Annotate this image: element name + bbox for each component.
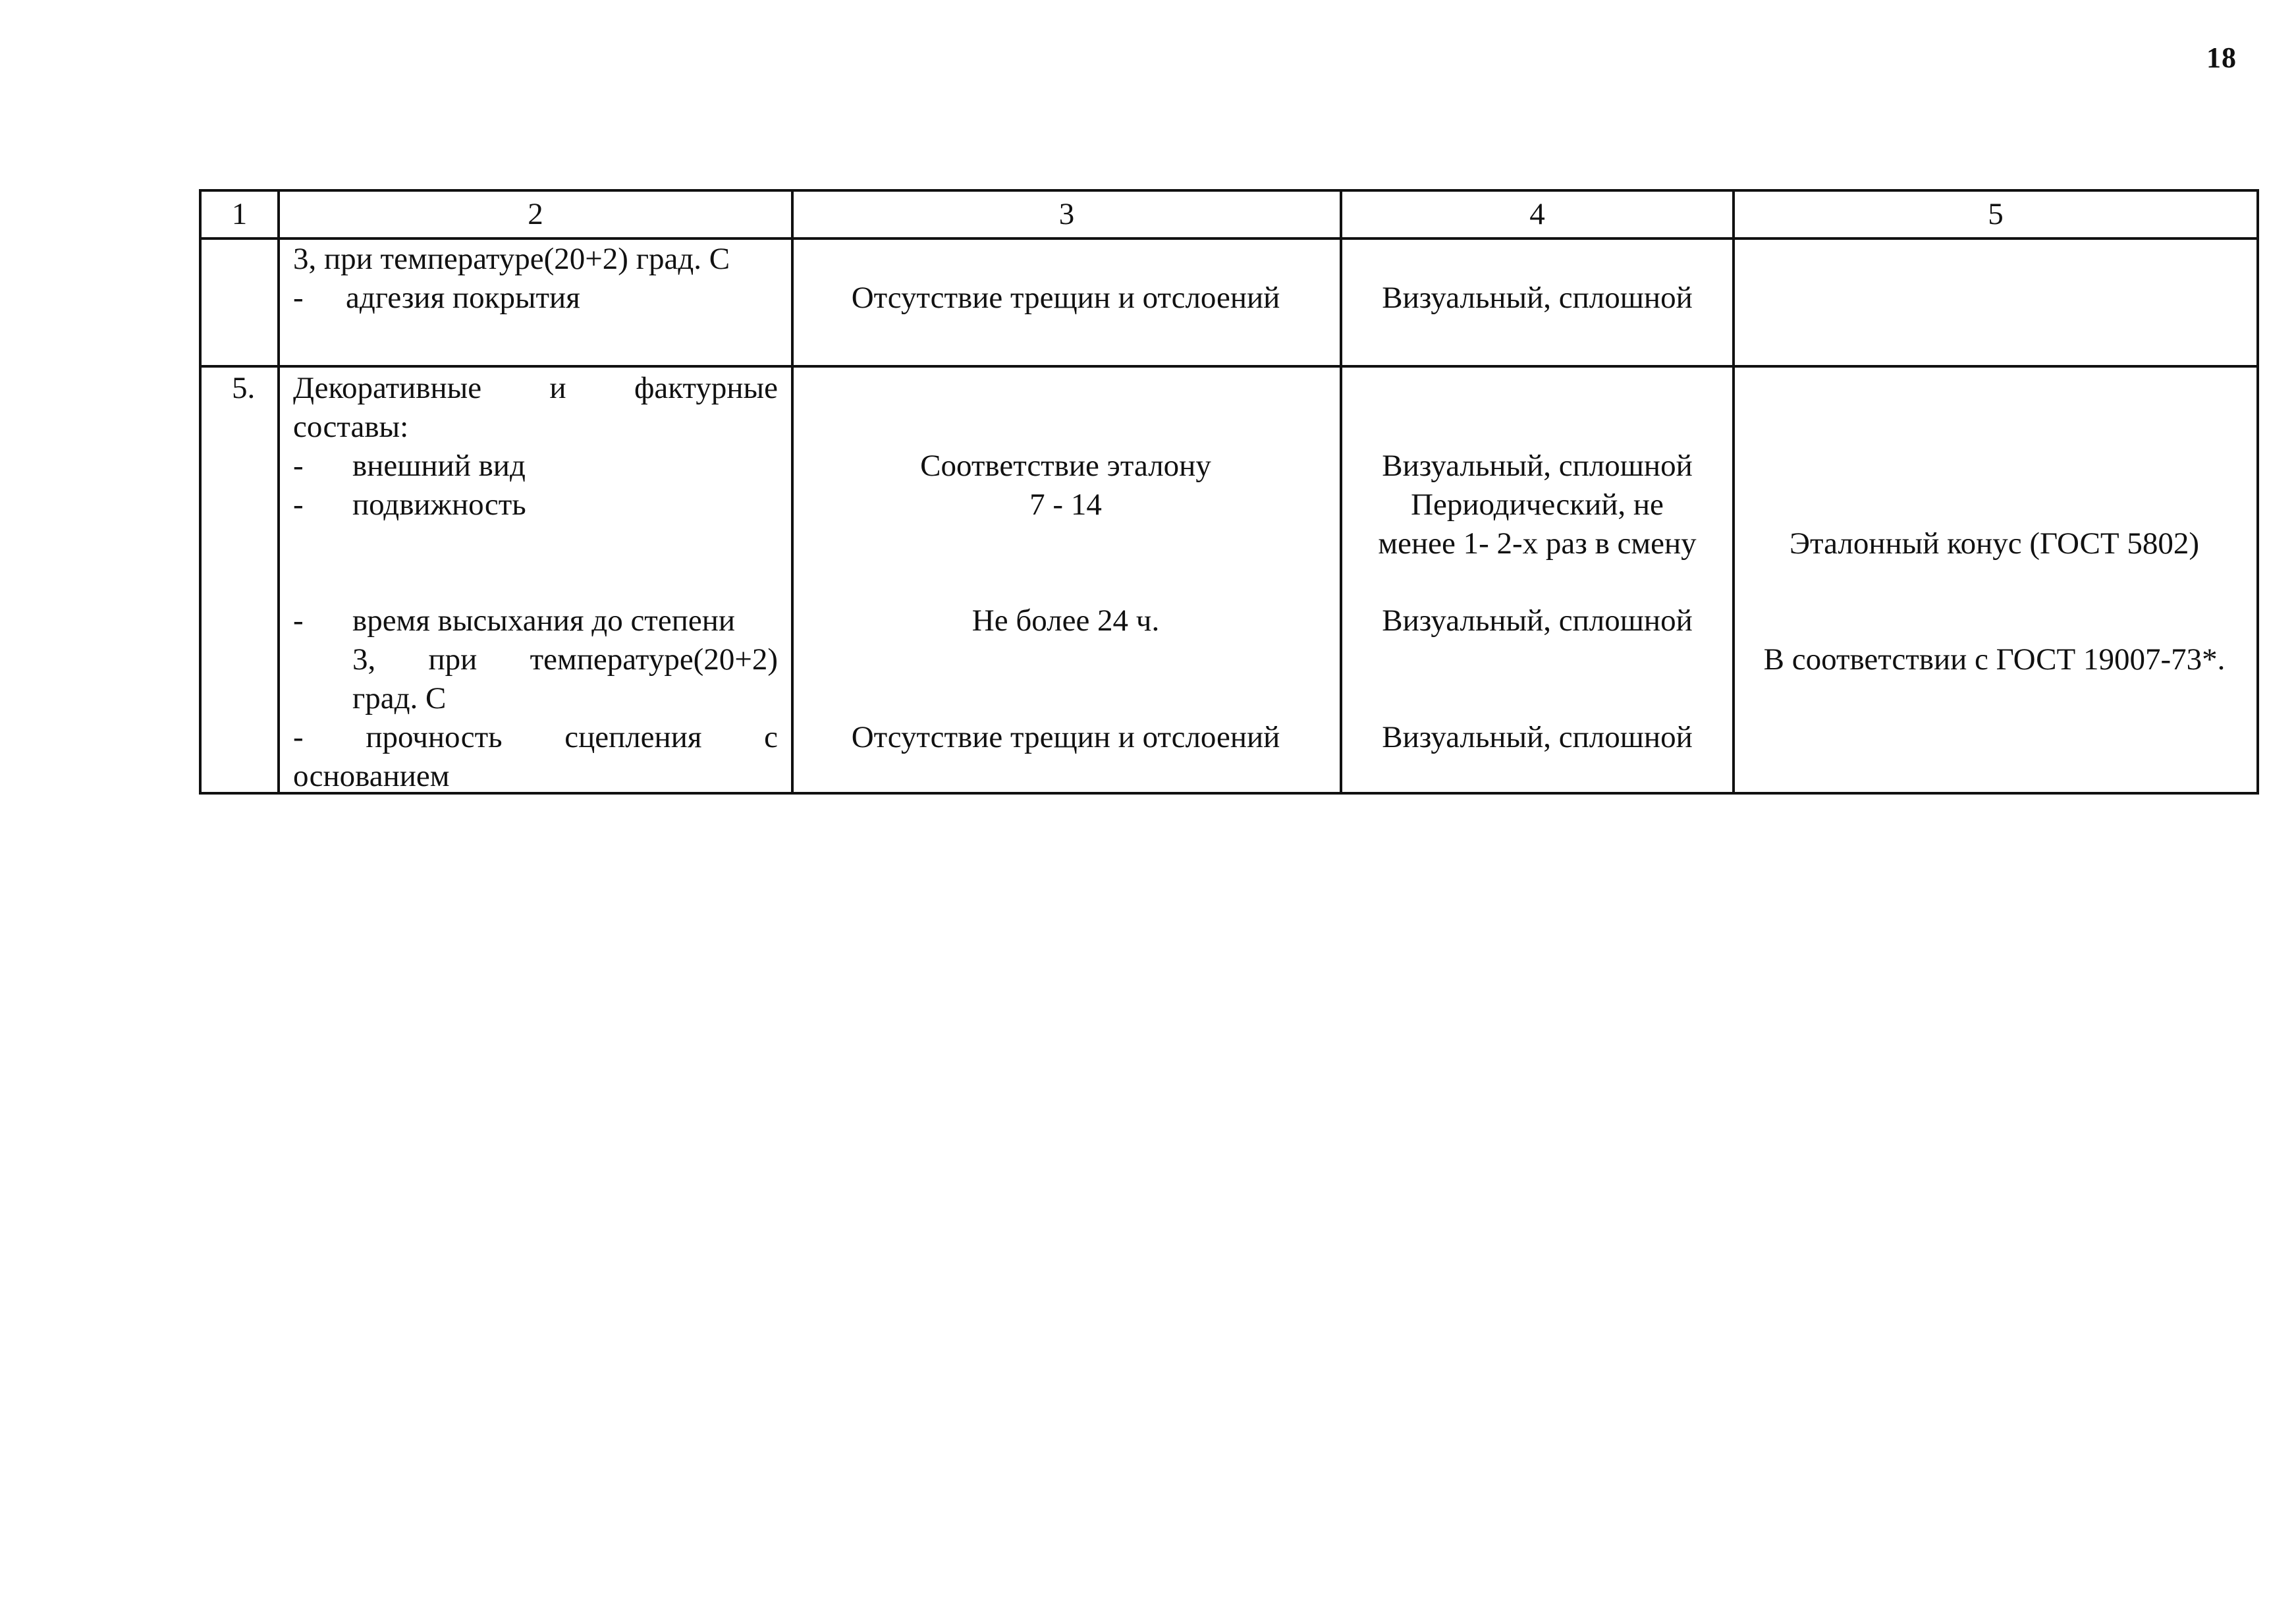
continued-row-requirement-cell [794,240,1342,368]
item2-dash: - [293,488,304,522]
continued-control: Визуальный, сплошной [1382,281,1693,315]
row5-number: 5. [232,371,256,405]
item1-dash: - [293,449,304,483]
row5-title-word2: и [549,371,566,405]
continued-param-line1: 3, при температуре(20+2) град. С [293,242,730,276]
item2-method: Эталонный конус (ГОСТ 5802) [1790,526,2199,561]
row5-requirement-cell [794,368,1342,795]
item2-requirement: 7 - 14 [1029,488,1102,522]
item3-label-line1: время высыхания до степени [352,603,736,638]
row5-title-line2: составы: [293,410,409,444]
item3-label-line3: град. С [352,681,447,715]
item3-label-line2-word3: температуре(20+2) [530,642,778,677]
row5-control-cell [1342,368,1735,795]
row5-method-cell [1735,368,2259,795]
item4-label-word2: сцепления [564,720,702,754]
row5-parameter-cell [280,368,794,795]
item3-label-line2-word1: 3, [352,642,376,677]
row5-title-line1 [293,369,778,408]
item3-label-line2 [352,640,778,679]
continued-param-dash: - [293,281,304,315]
item1-label: внешний вид [352,449,526,483]
continued-row-method-cell [1735,240,2259,368]
item4-label-word1: прочность [366,720,503,754]
row5-number-cell [202,368,280,795]
header-col-4: 4 [1342,192,1735,240]
item3-label-line2-word2: при [428,642,478,677]
item4-requirement: Отсутствие трещин и отслоений [851,720,1280,754]
item3-control: Визуальный, сплошной [1382,603,1693,638]
item1-control: Визуальный, сплошной [1382,449,1693,483]
page-number: 18 [2206,42,2237,74]
header-col-5: 5 [1735,192,2259,240]
item4-dash: - [293,720,304,754]
item3-method: В соответствии с ГОСТ 19007-73*. [1763,642,2226,677]
item4-control: Визуальный, сплошной [1382,720,1693,754]
continued-row-number-cell [202,240,280,368]
header-col-3: 3 [794,192,1342,240]
inspection-table [199,189,2259,795]
continued-requirement: Отсутствие трещин и отслоений [851,281,1280,315]
item2-control-line1: Периодический, не [1411,488,1664,522]
item4-label-line2: основанием [293,759,450,793]
header-col-1: 1 [202,192,280,240]
continued-param-line2: адгезия покрытия [346,281,580,315]
row5-title-word3: фактурные [634,371,778,405]
continued-row-parameter-cell [280,240,794,368]
item3-requirement: Не более 24 ч. [971,603,1160,638]
item4-label-word3: с [764,720,778,754]
item2-label: подвижность [352,488,526,522]
item2-control-line2: менее 1- 2-х раз в смену [1378,526,1697,561]
item3-dash: - [293,603,304,638]
continued-row-control-cell [1342,240,1735,368]
item4-label-line1 [293,718,778,757]
header-col-2: 2 [280,192,794,240]
row5-title-word1: Декоративные [293,371,482,405]
item1-requirement: Соответствие эталону [920,449,1211,483]
